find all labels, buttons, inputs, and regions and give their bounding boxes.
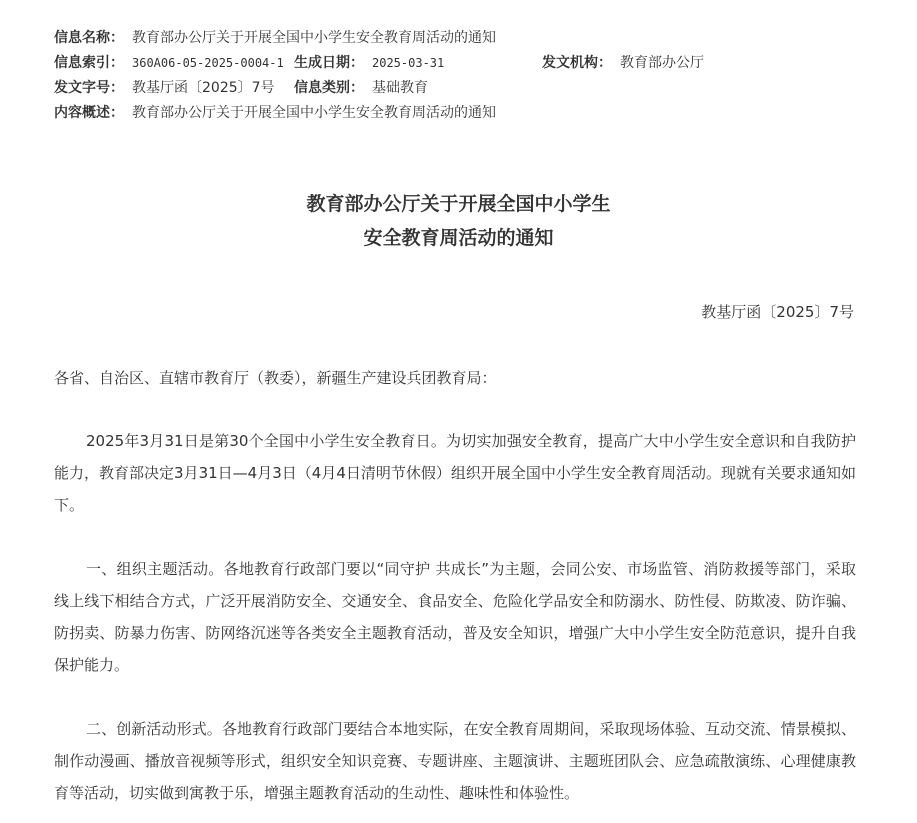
- document-title: [0, 187, 917, 255]
- meta-summary-value: 教育部办公厅关于开展全国中小学生安全教育周活动的通知: [132, 105, 496, 121]
- document-metadata: [54, 26, 864, 126]
- meta-index-value: 360A06-05-2025-0004-1: [132, 56, 284, 70]
- meta-date-label: 生成日期：: [294, 55, 364, 71]
- meta-category-value: 基础教育: [372, 80, 428, 96]
- meta-category-label: 信息类别：: [294, 80, 364, 96]
- meta-field-index: [54, 51, 284, 76]
- meta-name-value: 教育部办公厅关于开展全国中小学生安全教育周活动的通知: [132, 30, 496, 46]
- document-number: 教基厅函〔2025〕7号: [701, 303, 854, 321]
- meta-docno-value: 教基厅函〔2025〕7号: [132, 80, 275, 96]
- meta-row-summary: [54, 101, 864, 126]
- meta-name-label: 信息名称：: [54, 30, 124, 46]
- meta-field-org: [542, 51, 704, 76]
- meta-field-date: [294, 51, 444, 76]
- meta-summary-label: 内容概述：: [54, 105, 124, 121]
- meta-field-name: [54, 26, 496, 51]
- salutation: 各省、自治区、直辖市教育厅（教委），新疆生产建设兵团教育局：: [54, 369, 497, 387]
- title-line-1: 教育部办公厅关于开展全国中小学生: [306, 193, 611, 215]
- meta-field-category: [294, 76, 428, 101]
- meta-date-value: 2025-03-31: [372, 56, 445, 70]
- paragraph-organize-activities: 一、组织主题活动。各地教育行政部门要以“同守护 共成长”为主题，会同公安、市场监管、消防救援等部门，采取线上线下相结合方式，广泛开展消防安全、交通安全、食品安全、危险化学品安全和防溺水、防性侵、防欺凌、防诈骗、防拐卖、防暴力伤害、防网络沉迷等各类安全主题教育活动，普及安全知识，增强广大中小学生安全防范意识，提升自我保护能力。: [54, 560, 856, 674]
- meta-row-docno: [54, 76, 864, 101]
- meta-org-label: 发文机构：: [542, 55, 612, 71]
- meta-docno-label: 发文字号：: [54, 80, 124, 96]
- meta-field-summary: [54, 101, 496, 126]
- meta-row-name: [54, 26, 864, 51]
- meta-org-value: 教育部办公厅: [620, 55, 704, 71]
- paragraph-intro: 2025年3月31日是第30个全国中小学生安全教育日。为切实加强安全教育，提高广大中小学生安全意识和自我防护能力，教育部决定3月31日—4月3日（4月4日清明节休假）组织开展全国中小学生安全教育周活动。现就有关要求通知如下。: [54, 432, 856, 514]
- meta-field-docno: [54, 76, 275, 101]
- title-line-2: 安全教育周活动的通知: [363, 227, 554, 249]
- paragraph-innovate-forms: 二、创新活动形式。各地教育行政部门要结合本地实际，在安全教育周期间，采取现场体验、互动交流、情景模拟、制作动漫画、播放音视频等形式，组织安全知识竞赛、专题讲座、主题演讲、主题班团队会、应急疏散演练、心理健康教育等活动，切实做到寓教于乐，增强主题教育活动的生动性、趣味性和体验性。: [54, 720, 856, 802]
- meta-index-label: 信息索引：: [54, 55, 124, 71]
- meta-row-index: [54, 51, 864, 76]
